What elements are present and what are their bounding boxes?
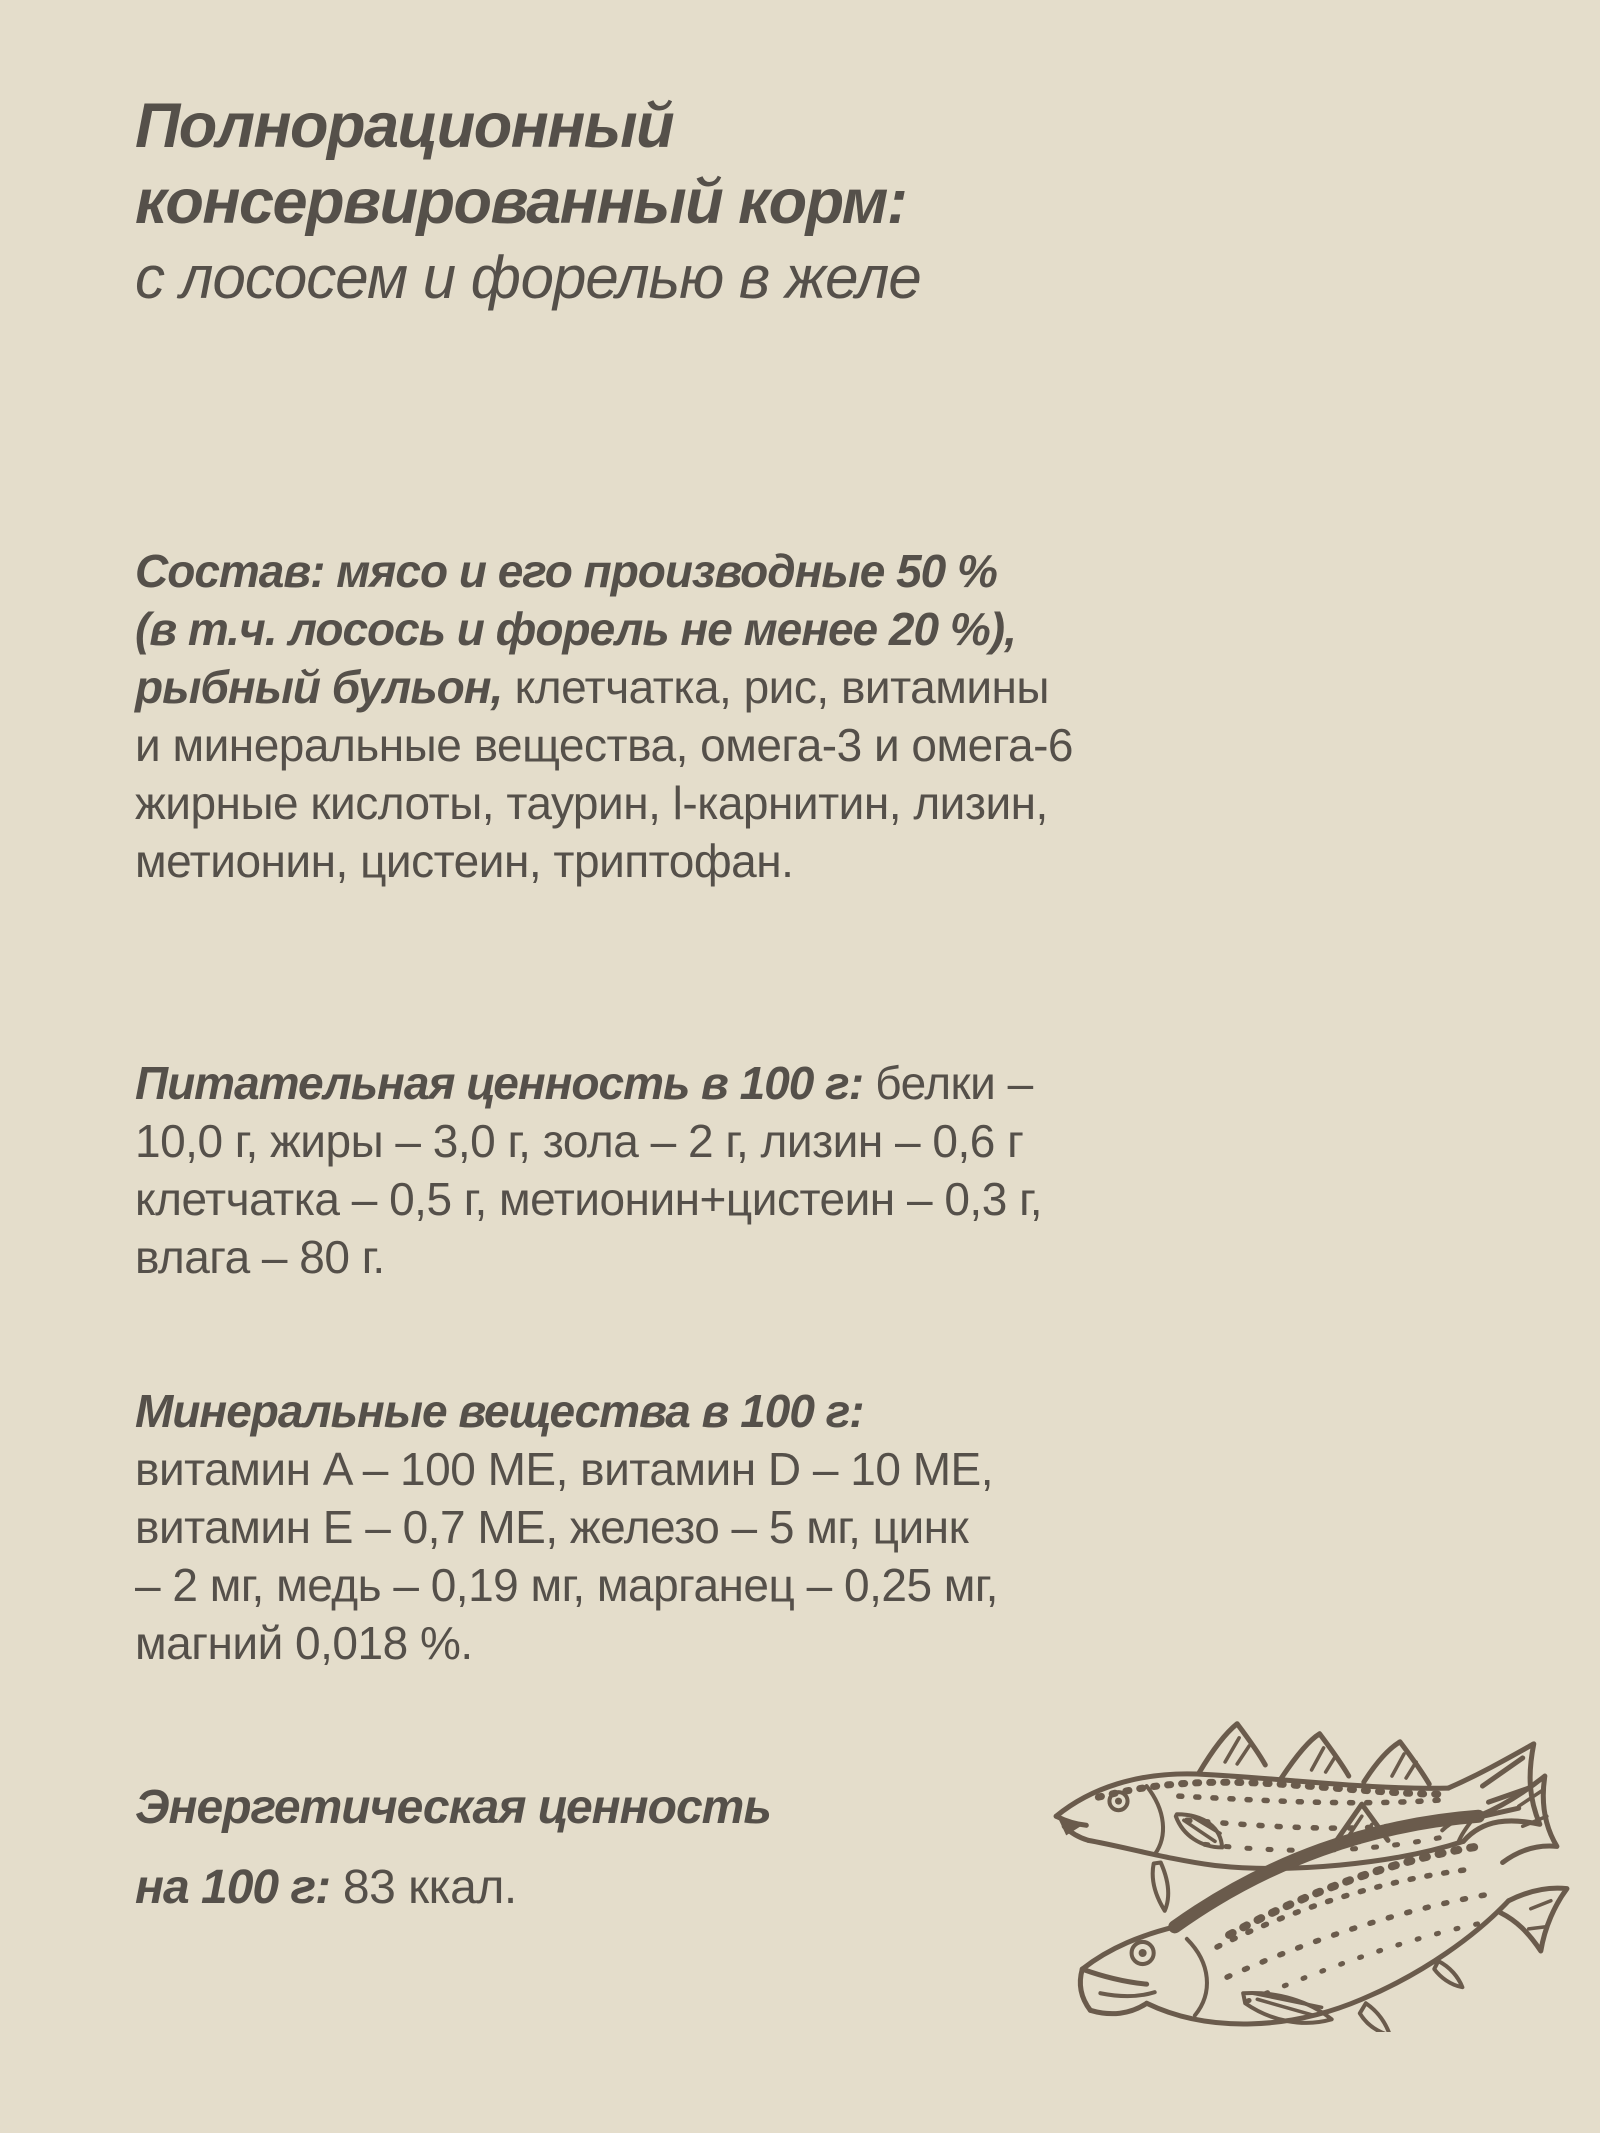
composition-section bbox=[135, 542, 1315, 890]
nutrition-heading: Питательная ценность в 100 г: bbox=[135, 1057, 864, 1109]
minerals-text-line1: витамин A – 100 МЕ, витамин D – 10 МЕ, bbox=[135, 1443, 994, 1495]
nutrition-text-line1: белки – bbox=[863, 1057, 1033, 1109]
energy-heading-line2: на 100 г: bbox=[135, 1861, 331, 1914]
nutrition-text-line3: клетчатка – 0,5 г, метионин+цистеин – 0,3 г, bbox=[135, 1173, 1043, 1225]
composition-bold-line2: (в т.ч. лосось и форель не менее 20 %), bbox=[135, 603, 1016, 655]
composition-text-line3: клетчатка, рис, витамины bbox=[502, 661, 1049, 713]
composition-text-line6: метионин, цистеин, триптофан. bbox=[135, 835, 794, 887]
fish-illustration bbox=[1028, 1692, 1576, 2032]
nutrition-section bbox=[135, 1054, 1315, 1286]
product-subtitle: с лососем и форелью в желе bbox=[135, 244, 921, 311]
composition-bold-line3: рыбный бульон, bbox=[135, 661, 503, 713]
product-title-line2: консервированный корм: bbox=[135, 167, 907, 237]
minerals-heading: Минеральные вещества в 100 г: bbox=[135, 1385, 864, 1437]
minerals-section bbox=[135, 1382, 1315, 1672]
composition-text-line5: жирные кислоты, таурин, l-карнитин, лизин, bbox=[135, 777, 1048, 829]
minerals-text-line3: – 2 мг, медь – 0,19 мг, марганец – 0,25 мг, bbox=[135, 1559, 998, 1611]
title-block bbox=[135, 88, 1315, 316]
composition-heading: Состав: мясо и его производные 50 % bbox=[135, 545, 997, 597]
energy-value: 83 ккал. bbox=[330, 1861, 517, 1914]
minerals-text-line4: магний 0,018 %. bbox=[135, 1617, 473, 1669]
product-title-line1: Полнорационный bbox=[135, 91, 674, 161]
minerals-text-line2: витамин E – 0,7 МЕ, железо – 5 мг, цинк bbox=[135, 1501, 969, 1553]
nutrition-text-line2: 10,0 г, жиры – 3,0 г, зола – 2 г, лизин – 0,6 г bbox=[135, 1115, 1024, 1167]
energy-heading-line1: Энергетическая ценность bbox=[135, 1781, 771, 1834]
label-content bbox=[135, 88, 1315, 1928]
composition-text-line4: и минеральные вещества, омега-3 и омега-6 bbox=[135, 719, 1073, 771]
nutrition-text-line4: влага – 80 г. bbox=[135, 1231, 385, 1283]
